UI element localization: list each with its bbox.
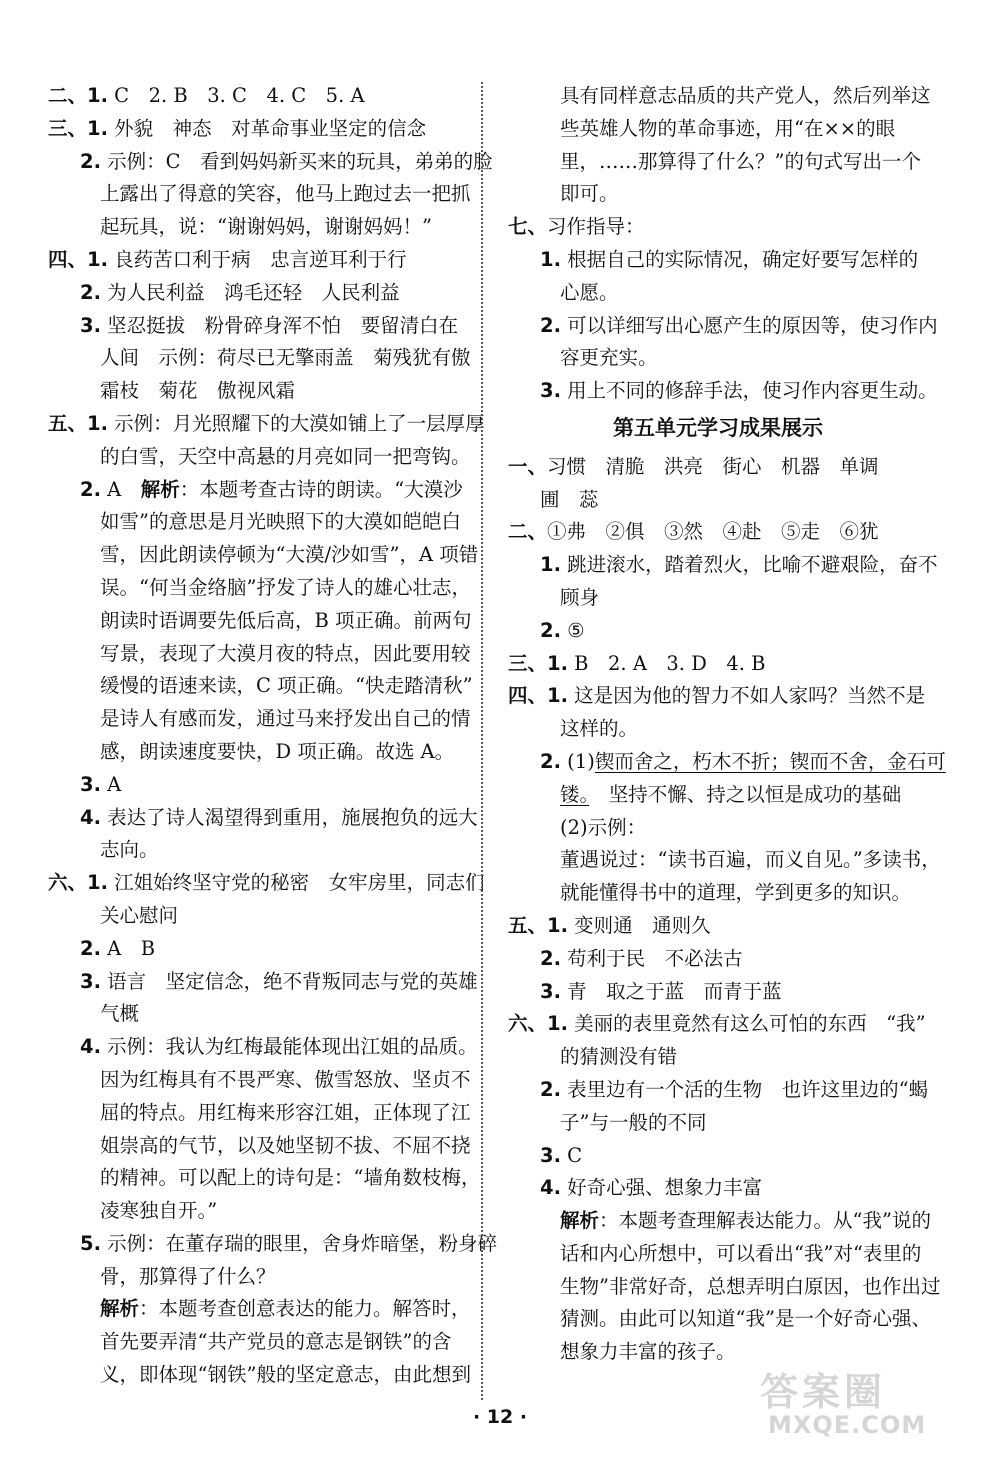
answer-line <box>48 1195 468 1228</box>
item-number: 2. <box>80 280 101 304</box>
right-column <box>508 80 946 1369</box>
column-divider <box>481 82 483 1400</box>
answer-line <box>508 1271 941 1304</box>
answer-text: 凌寒独自开。” <box>100 1199 218 1223</box>
answer-text: 是诗人有感而发，通过马来抒发出自己的情 <box>100 707 471 731</box>
answer-line <box>48 867 485 900</box>
answer-text: 些英雄人物的革命事迹，用“在××的眼 <box>560 116 896 140</box>
answer-text: 表达了诗人渴望得到重用，施展抱负的远大 <box>100 805 478 829</box>
answer-line <box>48 572 471 605</box>
answer-text: 习惯 清脆 洪亮 街心 机器 单调 <box>547 454 879 478</box>
item-number: 4. <box>80 805 101 829</box>
answer-text: A <box>100 477 141 501</box>
answer-text: 为人民利益 鸿毛还轻 人民利益 <box>100 280 400 304</box>
answer-line <box>508 146 928 179</box>
watermark-url: MXQE.COM <box>768 1411 927 1439</box>
answer-text: 美丽的表里竟然有这么可怕的东西 “我” <box>567 1012 926 1036</box>
answer-line <box>508 1107 928 1140</box>
item-number: 三、1. <box>48 116 108 140</box>
item-number: 2. <box>540 313 561 337</box>
answer-line <box>508 178 928 211</box>
answer-line <box>508 375 938 408</box>
answer-line <box>508 1041 928 1074</box>
answer-line <box>508 80 931 113</box>
answer-line <box>508 812 928 845</box>
answer-text: 这是因为他的智力不如人家吗？当然不是 <box>567 684 926 708</box>
underlined-text: 镂。 <box>560 782 590 806</box>
answer-text: 跳进滚水，踏着烈火，比喻不避艰险，奋不 <box>560 553 938 577</box>
answer-text: 误。“何当金络脑”抒发了诗人的雄心壮志， <box>100 575 471 599</box>
answer-text: 坚忍挺拔 粉骨碎身浑不怕 要留清白在 <box>100 313 459 337</box>
answer-text: 示例：C 看到妈妈新买来的玩具，弟弟的脸 <box>100 149 493 173</box>
answer-line <box>48 1064 471 1097</box>
answer-line <box>48 211 468 244</box>
answer-text: 良药苦口利于病 忠言逆耳利于行 <box>107 247 407 271</box>
answer-text: 缓慢的语速来读，C 项正确。“快走踏清秋” <box>100 674 473 698</box>
answer-line <box>48 1228 498 1261</box>
answer-text: 子”与一般的不同 <box>560 1110 707 1134</box>
answer-text: 想象力丰富的孩子。 <box>560 1340 736 1364</box>
answer-line <box>48 408 485 441</box>
answer-text: C 2. B 3. C 4. C 5. A <box>107 84 365 107</box>
answer-text: 屈的特点。用红梅来形容江姐，正体现了江 <box>100 1100 471 1124</box>
answer-line <box>48 802 478 835</box>
answer-text: 首先要弄清“共产党员的意志是钢铁”的含 <box>100 1330 452 1354</box>
answer-line <box>48 769 468 802</box>
answer-line <box>508 779 928 812</box>
answer-line <box>48 375 468 408</box>
answer-line <box>48 736 468 769</box>
answer-text: 的白雪，天空中高悬的月亮如同一把弯钩。 <box>100 444 471 468</box>
item-number: 二、1. <box>48 84 108 107</box>
answer-line <box>48 474 468 507</box>
item-number: 2. <box>540 946 561 970</box>
answer-text: 起玩具，说：“谢谢妈妈，谢谢妈妈！” <box>100 215 432 239</box>
answer-line <box>48 244 468 277</box>
item-number: 五、1. <box>48 411 108 435</box>
answer-text-continued: 坚持不懈、持之以恒是成功的基础 <box>589 782 902 806</box>
answer-line <box>508 910 928 943</box>
analysis-tag: 解析 <box>140 477 180 501</box>
answer-text: 猜测。由此可以知道“我”是一个好奇心强、 <box>560 1307 931 1331</box>
answer-line <box>508 943 928 976</box>
answer-text: 朗读时语调要先低后高，B 项正确。前两句 <box>100 608 472 632</box>
item-number: 四、1. <box>48 247 108 271</box>
answer-text: 示例：在董存瑞的眼里，舍身炸暗堡，粉身碎 <box>100 1231 498 1255</box>
answer-line <box>508 877 928 910</box>
answer-line <box>48 1097 471 1130</box>
answer-text-continued: ：本题考查古诗的朗读。“大漠沙 <box>179 477 463 501</box>
answer-line <box>508 746 946 779</box>
answer-text: (2)示例： <box>560 815 647 839</box>
answer-text: 气概 <box>100 1002 140 1026</box>
answer-line <box>508 211 928 244</box>
item-number: 4. <box>80 1035 101 1059</box>
answer-line <box>508 713 928 746</box>
answer-line <box>48 1162 481 1195</box>
answer-line <box>48 1031 478 1064</box>
answer-text-continued: ：本题考查理解表达能力。从“我”说的 <box>599 1209 931 1233</box>
answer-line <box>508 582 928 615</box>
answer-line <box>48 900 468 933</box>
answer-text: 示例：我认为红梅最能体现出江姐的品质。 <box>100 1035 478 1059</box>
answer-line <box>508 244 928 277</box>
answer-text: 义，即体现“钢铁”般的坚定意志，由此想到 <box>100 1363 471 1387</box>
answer-text: 人间 示例：荷尽已无擎雨盖 菊残犹有傲 <box>100 346 471 370</box>
answer-line <box>48 113 468 146</box>
answer-line <box>48 1326 468 1359</box>
answer-line <box>508 342 928 375</box>
answer-line <box>48 933 468 966</box>
answer-text: 的猜测没有错 <box>560 1045 678 1069</box>
answer-line <box>48 80 468 113</box>
item-number: 2. <box>540 1077 561 1101</box>
answer-line <box>508 113 928 146</box>
answer-text: 雪，因此朗读停顿为“大漠/沙如雪”，A 项错 <box>100 543 479 567</box>
item-number: 三、1. <box>508 651 568 675</box>
answer-line <box>508 310 938 343</box>
answer-line <box>508 549 938 582</box>
answer-text: 变则通 通则久 <box>567 913 711 937</box>
answer-line <box>48 178 471 211</box>
answer-line <box>48 146 493 179</box>
item-number: 五、1. <box>508 913 568 937</box>
answer-line <box>48 703 471 736</box>
answer-line <box>48 605 472 638</box>
answer-line <box>48 1261 468 1294</box>
answer-text: 青 取之于蓝 而青于蓝 <box>560 979 782 1003</box>
answer-text: 如雪”的意思是月光映照下的大漠如皑皑白 <box>100 510 461 534</box>
answer-line <box>48 1293 471 1326</box>
answer-text: 苟利于民 不必法古 <box>560 946 743 970</box>
item-number: 3. <box>80 969 101 993</box>
answer-text: 即可。 <box>560 182 619 206</box>
answer-text: 顾身 <box>560 585 600 609</box>
answer-line <box>508 277 928 310</box>
answer-line <box>48 342 471 375</box>
underlined-text: 锲而舍之，朽木不折；锲而不舍，金石可 <box>594 749 946 773</box>
item-number: 2. <box>80 477 101 501</box>
answer-text: 语言 坚定信念，绝不背叛同志与党的英雄 <box>100 969 478 993</box>
answer-text: 的精神。可以配上的诗句是：“墙角数枝梅， <box>100 1166 481 1190</box>
answer-line <box>508 844 941 877</box>
answer-line <box>508 516 928 549</box>
answer-text: 根据自己的实际情况，确定好要写怎样的 <box>560 247 919 271</box>
answer-line <box>508 976 928 1009</box>
answer-text: 好奇心强、想象力丰富 <box>560 1176 763 1200</box>
item-number: 2. <box>80 149 101 173</box>
item-number: 1. <box>540 553 561 577</box>
answer-line <box>48 277 468 310</box>
answer-text: 第五单元学习成果展示 <box>613 414 823 440</box>
answer-line <box>48 539 479 572</box>
answer-text: 表里边有一个活的生物 也许这里边的“蝎 <box>560 1077 929 1101</box>
answer-text: 上露出了得意的笑容，他马上跑过去一把抓 <box>100 182 471 206</box>
answer-text: 骨，那算得了什么？ <box>100 1264 276 1288</box>
answer-text: 用上不同的修辞手法，使习作内容更生动。 <box>560 379 938 403</box>
answer-line <box>48 834 468 867</box>
answer-text: (1) <box>560 749 595 773</box>
answer-text: 这样的。 <box>560 717 639 741</box>
item-number: 4. <box>540 1176 561 1200</box>
item-number: 5. <box>80 1231 101 1255</box>
answer-text: 姐崇高的气节，以及她坚韧不拔、不屈不挠 <box>100 1133 471 1157</box>
answer-text: 志向。 <box>100 838 159 862</box>
item-number: 3. <box>80 772 101 796</box>
answer-text: 关心慰问 <box>100 903 179 927</box>
item-number: 3. <box>540 979 561 1003</box>
answer-line <box>508 1172 928 1205</box>
item-number: 1. <box>540 247 561 271</box>
item-number: 六、1. <box>508 1012 568 1036</box>
analysis-tag: 解析 <box>100 1297 140 1321</box>
item-number: 2. <box>540 618 561 642</box>
answer-line <box>48 506 468 539</box>
answer-line <box>508 680 928 713</box>
answer-text-continued: ：本题考查创意表达的能力。解答时， <box>139 1297 471 1321</box>
answer-text: 具有同样意志品质的共产党人，然后列举这 <box>560 84 931 107</box>
answer-line <box>508 1238 928 1271</box>
answer-text: 外貌 神态 对革命事业坚定的信念 <box>107 116 427 140</box>
answer-line <box>48 441 471 474</box>
answer-line <box>508 451 928 484</box>
answer-line <box>48 1130 471 1163</box>
analysis-tag: 解析 <box>560 1209 600 1233</box>
item-number: 2. <box>80 936 101 960</box>
answer-line <box>508 1008 928 1041</box>
answer-text: 心愿。 <box>560 280 619 304</box>
answer-line <box>508 1074 928 1107</box>
answer-text: B 2. A 3. D 4. B <box>567 651 766 675</box>
answer-text: 话和内心所想中，可以看出“我”对“表里的 <box>560 1241 922 1265</box>
answer-text: 生物”非常好奇，总想弄明白原因，也作出过 <box>560 1274 941 1298</box>
page-number: · 12 · <box>472 1406 528 1428</box>
answer-text: 感，朗读速度要快，D 项正确。故选 A。 <box>100 739 455 763</box>
answer-text: 霜枝 菊花 傲视风霜 <box>100 379 296 403</box>
answer-line <box>508 1205 931 1238</box>
item-number: 六、1. <box>48 871 108 895</box>
item-number: 3. <box>80 313 101 337</box>
answer-text: 可以详细写出心愿产生的原因等，使习作内 <box>560 313 938 337</box>
answer-text: 习作指导： <box>547 215 645 239</box>
answer-text: ①弗 ②俱 ③然 ④赴 ⑤走 ⑥犹 <box>547 520 879 544</box>
answer-line <box>508 1303 931 1336</box>
watermark-text: 答案圈 <box>760 1370 887 1414</box>
answer-text: 容更充实。 <box>560 346 658 370</box>
answer-text: 示例：月光照耀下的大漠如铺上了一层厚厚 <box>107 411 485 435</box>
item-number: 3. <box>540 1143 561 1167</box>
item-number: 一、 <box>508 454 548 478</box>
answer-line <box>508 615 928 648</box>
answer-text: 里，……那算得了什么？”的句式写出一个 <box>560 149 921 173</box>
answer-text: A <box>100 772 122 796</box>
answer-text: ⑤ <box>560 618 585 642</box>
answer-text: 写景，表现了大漠月夜的特点，因此要用较 <box>100 641 471 665</box>
item-number: 四、1. <box>508 684 568 708</box>
answer-line <box>508 1140 928 1173</box>
answer-text: 就能懂得书中的道理，学到更多的知识。 <box>560 881 912 905</box>
answer-text: 江姐始终坚守党的秘密 女牢房里，同志们 <box>107 871 485 895</box>
answer-line <box>48 670 473 703</box>
left-column <box>48 80 498 1392</box>
answer-text: 董遇说过：“读书百遍，而义自见。”多读书， <box>560 848 941 872</box>
answer-line <box>48 966 478 999</box>
section-title <box>508 412 928 445</box>
watermark-logo <box>750 1357 980 1447</box>
answer-text: A B <box>100 936 156 960</box>
answer-line <box>48 310 468 343</box>
answer-line <box>508 648 928 681</box>
item-number: 二、 <box>508 520 548 544</box>
answer-line <box>48 638 471 671</box>
answer-line <box>508 484 928 517</box>
item-number: 3. <box>540 379 561 403</box>
answer-line <box>48 1359 471 1392</box>
answer-line <box>48 998 468 1031</box>
answer-text: 圃 蕊 <box>540 487 599 511</box>
answer-text: 因为红梅具有不畏严寒、傲雪怒放、坚贞不 <box>100 1067 471 1091</box>
item-number: 七、 <box>508 215 548 239</box>
answer-text: C <box>560 1143 583 1167</box>
item-number: 2. <box>540 749 561 773</box>
